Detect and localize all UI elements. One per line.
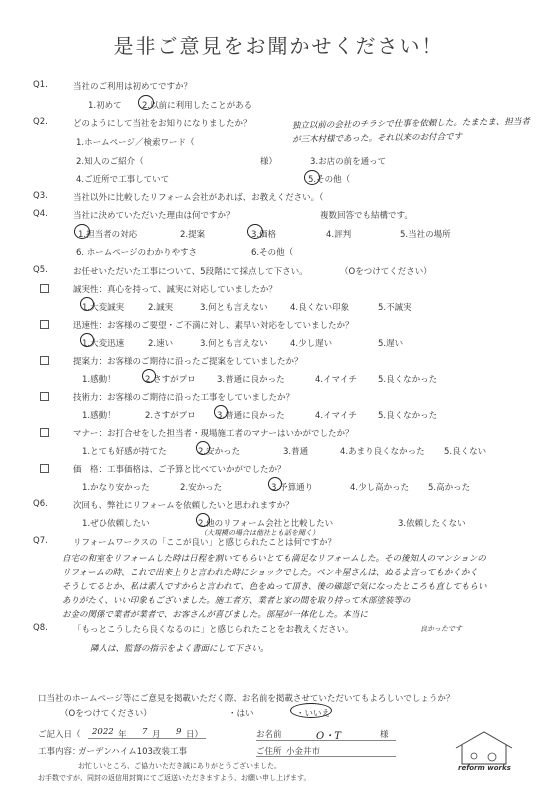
q5-item-3-opt-3[interactable]: 3.普通に良かった bbox=[217, 375, 285, 385]
q5-item-2-opt-5[interactable]: 5.遅い bbox=[378, 339, 404, 349]
date-label: ご記入日（ bbox=[38, 730, 81, 740]
q5-item-1-opt-4[interactable]: 4.良くない印象 bbox=[290, 303, 350, 313]
q4-option-5[interactable]: 5.当社の場所 bbox=[400, 230, 451, 240]
q5-text: お任せいただいた工事について、5段階にて採点して下さい。 bbox=[73, 267, 308, 277]
q5-item-6-opt-4[interactable]: 4.少し高かった bbox=[350, 483, 410, 493]
name-suffix: 様 bbox=[380, 730, 389, 740]
q4-option-2[interactable]: 2.提案 bbox=[180, 230, 206, 240]
q5-item-2-opt-2[interactable]: 2.速い bbox=[148, 339, 174, 349]
checkbox[interactable] bbox=[40, 320, 49, 329]
q2-option-3[interactable]: 3.お店の前を通って bbox=[310, 157, 387, 167]
q8-handwritten-answer: 隣人は、監督の指示をよく書面にして下さい。 bbox=[90, 644, 269, 654]
q8-text: 「もっとこうしたら良くなるのに」と感じられたことをお教えください。 bbox=[73, 625, 354, 635]
q5-item-4-opt-4[interactable]: 4.イマイチ bbox=[315, 411, 357, 421]
logo-text: reform works bbox=[458, 764, 511, 772]
q7-answer-line-1: 自宅の和室をリフォームした時は日程を割いてもらいとても満足なリフォームした。その後知人のマンションの bbox=[62, 554, 486, 564]
q3-number: Q3. bbox=[33, 191, 48, 201]
q5-item-4-opt-5[interactable]: 5.良くなかった bbox=[378, 411, 438, 421]
q2-text: どのようにして当社をお知りになりましたか？ bbox=[73, 119, 252, 129]
checkbox[interactable] bbox=[40, 428, 49, 437]
q6-text: 次回も、弊社にリフォームを依頼したいと思われますか？ bbox=[73, 501, 294, 511]
company-logo bbox=[448, 726, 520, 774]
q5-item-3-opt-2[interactable]: 2.さすがプロ bbox=[145, 375, 196, 385]
q2-handwritten-answer: 独立以前の会社のチラシで仕事を依頼した。たまたま、担当者が三木村様であった。それ以来のお付合です bbox=[291, 116, 530, 146]
q7-answer-line-4: ありがたく、いい印象もございました。施工者方、業者と家の間を取り持って木部塗装等の bbox=[62, 596, 411, 606]
q5-item-4-opt-1[interactable]: 1.感動！ bbox=[82, 411, 116, 421]
consent-yes[interactable]: ・はい bbox=[228, 709, 254, 719]
q5-item-1-opt-1[interactable]: 1.大変誠実 bbox=[82, 303, 125, 313]
q5-item-5-opt-1[interactable]: 1.とても好感が持てた bbox=[82, 447, 167, 457]
q6-option-3[interactable]: 3.依頼したくない bbox=[398, 519, 466, 529]
q5-item-6-label: 価 格：工事価格は、ご予算と比べていかがでしたか？ bbox=[73, 465, 286, 475]
q1-option-2[interactable]: 2.以前に利用したことがある bbox=[142, 101, 253, 111]
date-year-suffix: 年 bbox=[118, 730, 127, 740]
date-year: 2022 bbox=[92, 727, 114, 737]
q2-option-4[interactable]: 4.ご近所で工事していて bbox=[76, 175, 170, 185]
work-value: ガーデンハイム103改装工事 bbox=[78, 747, 187, 757]
q7-answer-end: 良かったです bbox=[420, 625, 462, 633]
q6-number: Q6. bbox=[33, 499, 48, 509]
q5-item-6-opt-1[interactable]: 1.かなり安かった bbox=[82, 483, 150, 493]
q5-item-2-opt-4[interactable]: 4.少し遅い bbox=[290, 339, 333, 349]
q5-item-6-opt-3[interactable]: 3.予算通り bbox=[271, 483, 314, 493]
q6-handwritten-note: （大規模の場合は他社とも話を聞く） bbox=[200, 529, 319, 537]
q6-option-2[interactable]: 2.他のリフォーム会社と比較したい bbox=[198, 519, 334, 529]
checkbox[interactable] bbox=[40, 284, 49, 293]
checkbox[interactable] bbox=[40, 392, 49, 401]
address-label: ご住所 bbox=[256, 747, 282, 757]
q4-option-6[interactable]: 6. ホームページのわかりやすさ bbox=[76, 248, 198, 258]
address-underline bbox=[256, 756, 396, 757]
q5-item-3-opt-5[interactable]: 5.良くなかった bbox=[378, 375, 438, 385]
date-day-suffix: 日） bbox=[186, 730, 204, 740]
date-day: 9 bbox=[176, 727, 182, 737]
q5-item-5-opt-4[interactable]: 4.あまり良くなかった bbox=[340, 447, 425, 457]
q7-answer-line-5: お金の関係で業者が業者で、お客さんが喜びました。部屋が一体化した。本当に bbox=[62, 610, 368, 620]
consent-note: （Oをつけてください） bbox=[60, 709, 152, 719]
q4-option-4[interactable]: 4.評判 bbox=[326, 230, 352, 240]
q5-item-1-opt-2[interactable]: 2.誠実 bbox=[148, 303, 174, 313]
date-month: 7 bbox=[142, 727, 148, 737]
q5-item-2-opt-3[interactable]: 3.何とも言えない bbox=[200, 339, 268, 349]
page-title: 是非ご意見をお聞かせください！ bbox=[113, 34, 444, 58]
q5-number: Q5. bbox=[33, 265, 48, 275]
q7-number: Q7. bbox=[33, 536, 48, 546]
q8-number: Q8. bbox=[33, 623, 48, 633]
q5-item-4-opt-3[interactable]: 3.普通に良かった bbox=[217, 411, 285, 421]
work-label: 工事内容： bbox=[38, 747, 81, 757]
thanks-line-1: お忙しいところ、ご協力いただき誠にありがとうございました。 bbox=[78, 762, 281, 770]
q2-option-2[interactable]: 2.知人のご紹介（ bbox=[76, 157, 144, 167]
checkbox[interactable] bbox=[40, 356, 49, 365]
checkbox[interactable] bbox=[40, 464, 49, 473]
q4-number: Q4. bbox=[33, 209, 48, 219]
q7-answer-line-3: そうしてるとか、私は素人ですからと言われて、色をぬって頂き、後の確認で気になったところも直してもらい bbox=[62, 582, 487, 592]
name-label: お名前 bbox=[256, 730, 282, 740]
q4-option-1[interactable]: 1.担当者の対応 bbox=[78, 230, 138, 240]
name-value: O・T bbox=[316, 731, 341, 742]
q7-text: リフォームワークスの「ここが良い」と感じられたことは何ですか？ bbox=[73, 538, 336, 548]
q5-item-5-opt-5[interactable]: 5.良くない bbox=[444, 447, 487, 457]
q5-item-1-opt-5[interactable]: 5.不誠実 bbox=[378, 303, 412, 313]
q1-text: 当社のご利用は初めてですか？ bbox=[73, 82, 193, 92]
q1-option-1[interactable]: 1.初めて bbox=[88, 101, 122, 111]
q2-option-2-suffix: 様） bbox=[260, 157, 278, 167]
q5-item-5-opt-3[interactable]: 3.普通 bbox=[283, 447, 309, 457]
q4-text: 当社に決めていただいた理由は何ですか？ bbox=[73, 211, 235, 221]
date-month-suffix: 月 bbox=[152, 730, 161, 740]
q5-item-6-opt-2[interactable]: 2.安かった bbox=[180, 483, 223, 493]
q4-option-3[interactable]: 3.価格 bbox=[251, 230, 277, 240]
thanks-line-2: お手数ですが、同封の返信用封筒にてご返送いただきますよう、お願い申し上げます。 bbox=[38, 774, 311, 782]
address-value: 小金井市 bbox=[286, 747, 321, 757]
q5-item-4-label: 技術力：お客様のご期待に沿った工事をしていましたか？ bbox=[73, 393, 295, 403]
q5-item-1-label: 誠実性：真心を持って、誠実に対応していましたか？ bbox=[73, 285, 277, 295]
consent-no[interactable]: ・いいえ bbox=[296, 709, 331, 719]
q1-number: Q1. bbox=[33, 80, 48, 90]
q5-item-1-opt-3[interactable]: 3.何とも言えない bbox=[200, 303, 268, 313]
q2-number: Q2. bbox=[33, 117, 48, 127]
q2-option-5[interactable]: 5.その他（ bbox=[308, 175, 351, 185]
q5-note: （Oをつけてください） bbox=[340, 267, 432, 277]
q3-text: 当社以外に比較したリフォーム会社があれば、お教えください。（ bbox=[73, 193, 324, 203]
q5-item-2-opt-1[interactable]: 1.大変迅速 bbox=[82, 339, 125, 349]
date-underline bbox=[88, 738, 206, 739]
q5-item-2-label: 迅速性：お客様のご要望・ご不満に対し、素早い対応をしていましたか？ bbox=[73, 321, 354, 331]
consent-question: 口当社のホームページ等にご意見を掲載いただく際、お名前を掲載させていただいてもよろしいでしょうか？ bbox=[38, 694, 455, 704]
name-underline bbox=[256, 740, 396, 741]
q4-note: 複数回答でも結構です。 bbox=[320, 211, 413, 221]
q5-item-6-opt-5[interactable]: 5.高かった bbox=[428, 483, 471, 493]
q4-option-other[interactable]: 6.その他（ bbox=[251, 248, 294, 258]
q5-item-3-label: 提案力：お客様のご期待に沿ったご提案をしていましたか？ bbox=[73, 357, 303, 367]
q5-item-5-opt-2[interactable]: 2.安かった bbox=[198, 447, 241, 457]
q5-item-4-opt-2[interactable]: 2.さすがプロ bbox=[145, 411, 196, 421]
q5-item-5-label: マナー：お打合せをした担当者・現場施工者のマナーはいかがでしたか？ bbox=[73, 429, 354, 439]
q5-item-3-opt-4[interactable]: 4.イマイチ bbox=[315, 375, 357, 385]
q6-option-1[interactable]: 1.ぜひ依頼したい bbox=[82, 519, 150, 529]
q5-item-3-opt-1[interactable]: 1.感動！ bbox=[82, 375, 116, 385]
q2-option-1[interactable]: 1.ホームページ／検索ワード（ bbox=[76, 138, 195, 148]
q7-answer-line-2: リフォームの時、これで出来上りと言われた時にショックでした。ペンキ屋さんは、ぬるよ言ってもかくかく bbox=[62, 568, 478, 578]
